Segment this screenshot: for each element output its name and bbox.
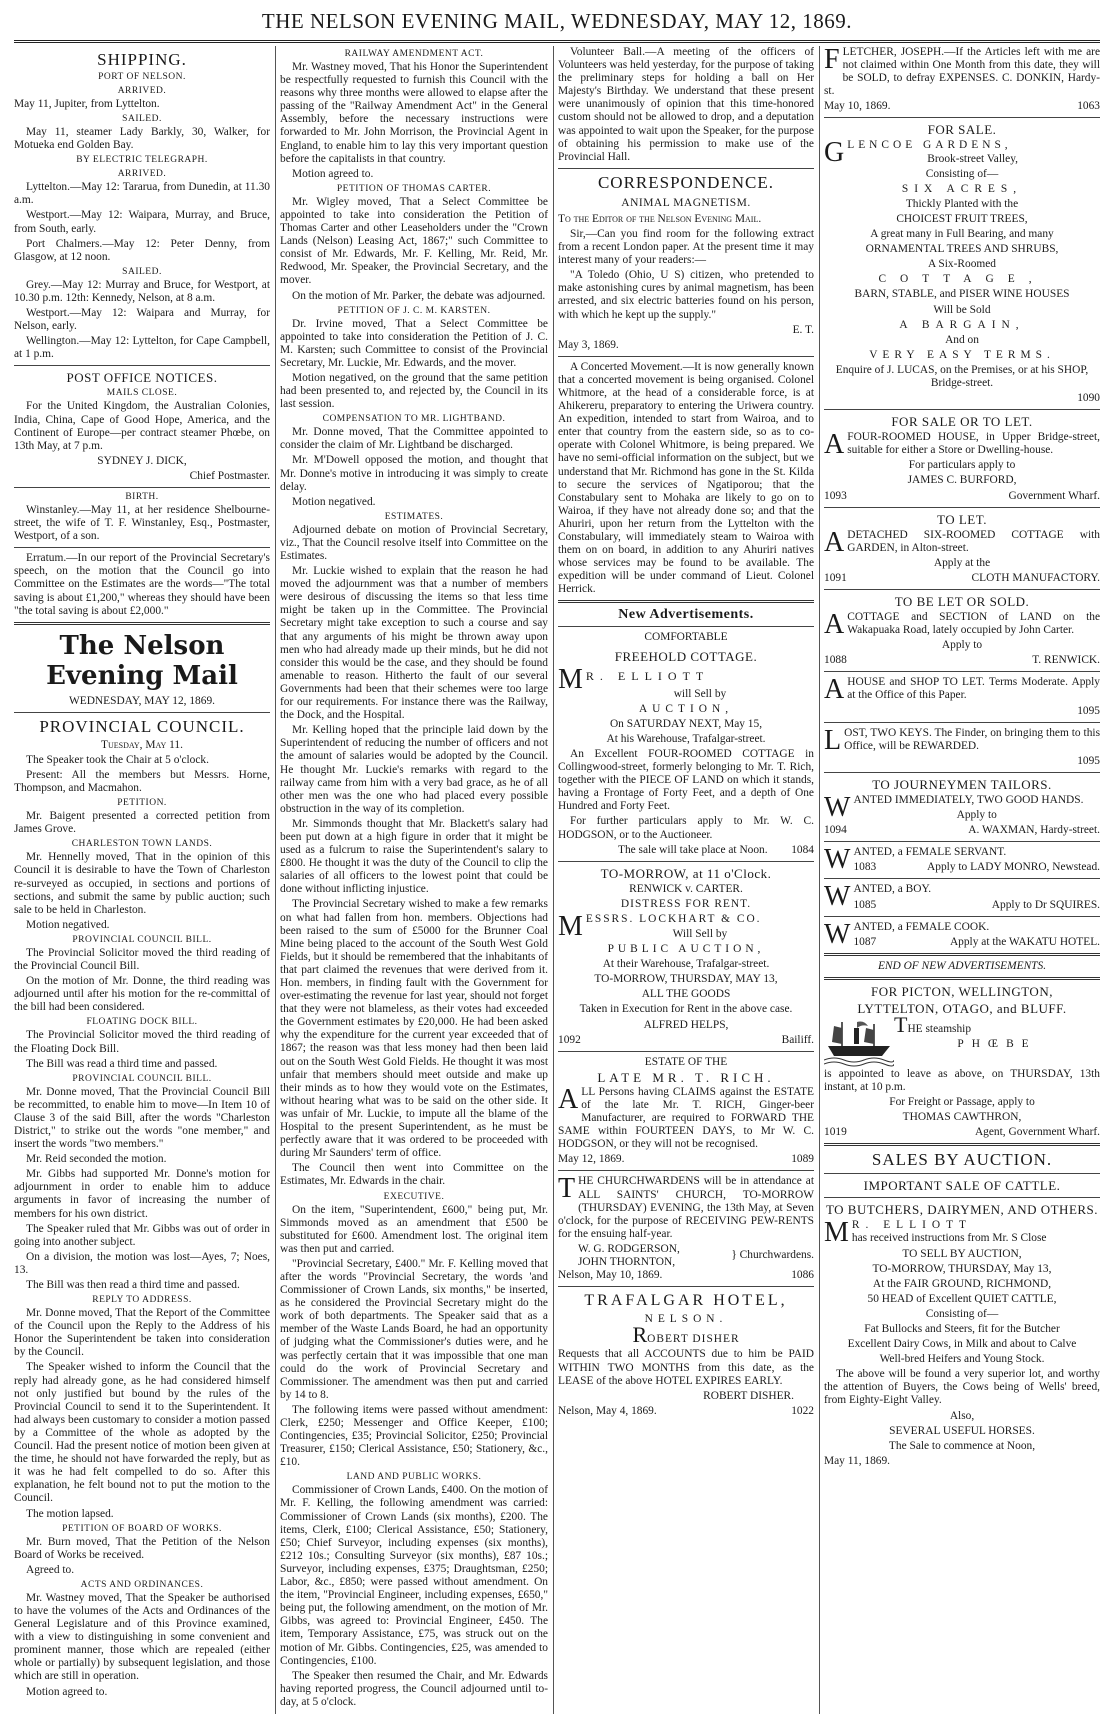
advert-line: AUCTION, bbox=[638, 702, 734, 715]
paragraph: Mr. Baigent presented a corrected petition from James Grove. bbox=[14, 810, 270, 836]
paragraph: Mr. Donne moved, That the Committee appointed to consider the claim of Mr. Lightband be discharged. bbox=[280, 426, 548, 452]
paragraph: Mr. M'Dowell opposed the motion, and thought that Mr. Donne's motive in introducing it was simply to create delay. bbox=[280, 454, 548, 493]
paragraph: "Provincial Secretary, £400." Mr. F. Kelling moved that after the words "Provincial Secretary, the words 'and Commissioner of Crown Lands, six months," be inserted, as he considered the Provincial Secretary might do the work of both departments. The Speaker said that as a member of the Waste Lands Board, he had an opportunity of judging what the Commissioner's duties were, and he was perfectly certain that it was impossible that one man could do the work of Provincial Secretary and Commissioner. The amendment was then put and carried by 14 to 8. bbox=[280, 1257, 548, 1401]
advert-date: Nelson, May 4, 1869. bbox=[558, 1404, 657, 1417]
divider bbox=[558, 356, 814, 357]
advert-name: R. ELLIOTT bbox=[585, 668, 710, 683]
drop-cap: M bbox=[558, 663, 583, 695]
divider bbox=[558, 600, 814, 603]
advert-number: 1086 bbox=[791, 1269, 814, 1282]
divider bbox=[824, 507, 1100, 508]
advert-title: TO JOURNEYMEN TAILORS. bbox=[872, 776, 1052, 792]
subheading: CHARLESTON TOWN LANDS. bbox=[71, 839, 213, 850]
paragraph: Mr. Kelling hoped that the principle laid down by the Superintendent of reducing the number of officers and not the amount of salaries would be adopted by the Council. He thought Mr. Luckie's remarks with regard to the railway came from him with a very bad grace, as he of all other men was the one who had placed every possible obstruction in the way of its completion. bbox=[280, 724, 548, 815]
subheading: PETITION OF J. C. M. KARSTEN. bbox=[337, 305, 491, 316]
post-title: POST OFFICE NOTICES. bbox=[66, 370, 218, 386]
end-of-adverts: END OF NEW ADVERTISEMENTS. bbox=[877, 959, 1047, 972]
advert-date: Nelson, May 10, 1869. bbox=[558, 1269, 663, 1282]
paragraph: Mr. Donne moved, That the Report of the Committee of the Council upon the Reply to the Address of his Honor the Superintendent be taken into consideration by the Council. bbox=[14, 1307, 270, 1359]
advert-role: Bailiff. bbox=[781, 1033, 814, 1046]
letter-date: May 3, 1869. bbox=[558, 338, 619, 351]
advert-heading: TRAFALGAR HOTEL, bbox=[584, 1292, 788, 1310]
column-divider bbox=[275, 46, 276, 1714]
drop-cap: L bbox=[824, 724, 842, 756]
advert-text: Requests that all ACCOUNTS due to him be PAID WITHIN TWO MONTHS from this date, as the LEASE of the above HOTEL EXPIRES EARLY. bbox=[558, 1348, 814, 1387]
paragraph: Mr. Burn moved, That the Petition of the Nelson Board of Works be received. bbox=[14, 1535, 270, 1561]
advert-heading: LATE MR. T. RICH. bbox=[597, 1069, 775, 1085]
paragraph: Agreed to. bbox=[26, 1563, 75, 1576]
drop-cap: W bbox=[824, 881, 851, 913]
advert-line: A Six-Roomed bbox=[927, 258, 997, 271]
advert-line: Thickly Planted with the bbox=[905, 197, 1019, 210]
advert-text: FOUR-ROOMED HOUSE, in Upper Bridge-street, suitable for either a Store or Dwelling-house. bbox=[847, 431, 1100, 457]
advert-role: Government Wharf. bbox=[1008, 489, 1100, 502]
advert-distress bbox=[558, 866, 814, 1047]
subheading: ACTS AND ORDINANCES. bbox=[80, 1579, 204, 1590]
advert-line: PHŒBE bbox=[957, 1037, 1037, 1050]
advert-let-or-sold bbox=[824, 594, 1100, 667]
drop-cap: A bbox=[824, 526, 845, 558]
advert-line: A BARGAIN, bbox=[899, 318, 1025, 331]
telegraph-item: Westport.—May 12: Waipara, Murray, and Bruce, from South, early. bbox=[14, 209, 270, 235]
divider bbox=[824, 772, 1100, 773]
advert-heading: TO BUTCHERS, DAIRYMEN, AND OTHERS. bbox=[825, 1202, 1099, 1218]
subheading: FLOATING DOCK BILL. bbox=[86, 1017, 198, 1028]
subheading: PETITION OF BOARD OF WORKS. bbox=[62, 1523, 222, 1534]
advert-number: 1085 bbox=[853, 898, 877, 911]
advert-line: Apply at the bbox=[933, 556, 991, 569]
drop-cap: A bbox=[824, 674, 845, 706]
paragraph: Mr. Luckie wished to explain that the reason he had moved the adjournment was that a number of members were desirous of discussing the items so that less time might be taken up in the Committee. The Provincial Secretary might take exception to such a course and say that any arguments of his might be thrown away upon men who had already made up their minds, but he did not consider this would be the case, and they should be found amenable to reason. Hitherto the fault of our several Governments had been that their schemes were too large for our requirements. For instance there was the Railway, the Dock, and the Hospital. bbox=[280, 565, 548, 722]
correspondence-title: CORRESPONDENCE. bbox=[597, 172, 775, 192]
sailed-text: May 11, steamer Lady Barkly, 30, Walker, for Motueka end Golden Bay. bbox=[14, 126, 270, 152]
drop-cap: M bbox=[558, 910, 583, 942]
paragraph: On the motion of Mr. Donne, the third reading was adjourned until after his motion for the re-committal of the bill had been considered. bbox=[14, 975, 270, 1014]
masthead-rule bbox=[14, 40, 1100, 43]
advert-line: Enquire of J. LUCAS, on the Premises, or at his SHOP, Bridge-street. bbox=[835, 363, 1089, 389]
post-signature: SYDNEY J. DICK, bbox=[97, 454, 187, 467]
advert-line: PUBLIC AUCTION, bbox=[607, 943, 765, 956]
advert-line: TO SELL BY AUCTION, bbox=[902, 1247, 1022, 1260]
divider bbox=[824, 953, 1100, 956]
council-date: Tuesday, May 11. bbox=[101, 738, 183, 751]
advert-number: 1084 bbox=[791, 843, 814, 856]
paragraph: The Speaker took the Chair at 5 o'clock. bbox=[26, 753, 209, 766]
advert-heading: ESTATE OF THE bbox=[644, 1055, 728, 1068]
volunteer-ball-text: Volunteer Ball.—A meeting of the officers of Volunteers was held yesterday, for the purpose of taking the preliminary steps for holding a ball on Her Majesty's Birthday. We understand that these present were unanimously of opinion that this time-honored custom should not be allowed to drop, and a deputation was appointed to wait upon the Speaker, for the purpose of obtaining his permission to make use of the Provincial Hall. bbox=[558, 46, 814, 163]
advert-text: LL Persons having CLAIMS against the ESTATE of the late Mr. T. RICH, Ginger-beer Manufacturer, are required to FORWARD THE SAME within FOURTEEN DAYS, to Mr W. C. HODGSON, or they will not be recognised. bbox=[558, 1085, 814, 1151]
advert-number: 1095 bbox=[1077, 704, 1100, 717]
paragraph: On the motion of Mr. Parker, the debate was adjourned. bbox=[292, 289, 546, 302]
advert-signature: JOHN THORNTON, bbox=[578, 1256, 676, 1269]
sailed-heading: SAILED. bbox=[122, 114, 162, 125]
paragraph: The Speaker then resumed the Chair, and Mr. Edwards having reported progress, the Council adjourned until to-day, at 5 o'clock. bbox=[280, 1669, 548, 1708]
advert-line: BARN, STABLE, and PISER WINE HOUSES bbox=[854, 288, 1070, 301]
advert-number: 1093 bbox=[824, 489, 847, 502]
divider bbox=[558, 626, 814, 627]
paragraph: The Provincial Solicitor moved the third reading of the Floating Dock Bill. bbox=[14, 1029, 270, 1055]
advert-line: For particulars apply to bbox=[908, 459, 1016, 472]
advert-name: R. ELLIOTT bbox=[851, 1219, 973, 1232]
paragraph: Motion agreed to. bbox=[292, 167, 374, 180]
advert-number: 1094 bbox=[824, 824, 847, 837]
advert-line: Apply to bbox=[941, 639, 983, 652]
paragraph: Motion agreed to. bbox=[26, 1685, 108, 1698]
advert-number: 1092 bbox=[558, 1033, 581, 1046]
advert-line: is appointed to leave as above, on THURSDAY, 13th instant, at 10 p.m. bbox=[824, 1067, 1100, 1093]
advert-text: LETCHER, JOSEPH.—If the Articles left with me are not claimed within One Month from this date, they will be SOLD, to defray EXPENSES. bbox=[842, 46, 1100, 85]
advert-heading: FREEHOLD COTTAGE. bbox=[614, 648, 758, 664]
advert-auction bbox=[824, 1150, 1100, 1468]
divider bbox=[824, 1173, 1100, 1174]
advert-signature: A. WAXMAN, Hardy-street. bbox=[968, 824, 1100, 837]
advert-title: FOR SALE OR TO LET. bbox=[891, 414, 1033, 430]
advert-line: Will be Sold bbox=[933, 303, 991, 316]
mails-heading: MAILS CLOSE. bbox=[106, 388, 178, 399]
subheading: PETITION. bbox=[117, 798, 167, 809]
advert-text: ANTED, a FEMALE SERVANT. bbox=[853, 846, 1007, 859]
paragraph: Mr. Reid seconded the motion. bbox=[26, 1153, 167, 1166]
advert-name: OBERT DISHER bbox=[647, 1333, 740, 1346]
paragraph: Mr. Wigley moved, That a Select Committee be appointed to take into consideration the Petition of Thomas Carter and other Leaseholders under the "Crown Lands (Nelson) Leasing Act, 1867;" such Committee to consist of Mr. Edwards, Mr. F. Kelling, Mr. Reid, Mr. Redwood, Mr. Speaker, the Provincial Secretary, and the mover. bbox=[280, 195, 548, 287]
paragraph: The Bill was read a third time and passed. bbox=[26, 1057, 218, 1070]
advert-line: SEVERAL USEFUL HORSES. bbox=[889, 1424, 1035, 1437]
drop-cap: A bbox=[558, 1083, 579, 1115]
advert-line: At his Warehouse, Trafalgar-street. bbox=[606, 732, 766, 745]
divider bbox=[558, 1286, 814, 1287]
birth-text: Winstanley.—May 11, at her residence Shelbourne-street, the wife of T. F. Winstanley, Esq., Postmaster, Westport, of a son. bbox=[14, 503, 270, 543]
advert-line: An Excellent FOUR-ROOMED COTTAGE in Collingwood-street, formerly belonging to Mr. T. Rich, together with the PIECE OF LAND on which it stands, having a Frontage of Forty Feet, and a depth of One Hundred and Forty Feet. bbox=[558, 747, 814, 813]
dateline: WEDNESDAY, MAY 12, 1869. bbox=[69, 694, 215, 707]
concerted-movement-text: A Concerted Movement.—It is now generally known that a concerted movement is being organised. Colonel Whitmore, at the head of a considerable force, is at Ahikereru, preparatory to entering the Uriwera country. An expedition, intended to start from Wairoa, and to enter that country from the eastern side, so as to co-operate with Colonel Whitmore, is being prepared. We have no semi-official information on the subject, but we understand that Mr. Richmond has gone in the St. Kilda to secure the services of Ngatiporou; that the Constabulary sent to Mohaka are likely to go on to Wairoa, if they have not already done so; and that the Ahuriri, upon her return from the Lyttelton with the Constabulary, will immediately steam to Wairoa with them on on board, in addition to any Ahuriri natives whose services may be found to be available. The expedition will be under command of Lieut. Colonel Herrick. bbox=[558, 360, 814, 596]
drop-cap: M bbox=[824, 1217, 849, 1249]
paragraph: Commissioner of Crown Lands, £400. On the motion of Mr. F. Kelling, the following amendment was carried: Commissioner of Crown Lands (six months), £200. The items, Clerk, £100; Clerical Assistance, £50; Stationery, £50; Chief Surveyor, including expenses (six months), £212 10s.; Consulting Surveyor (six months), £87 10s.; Surveyor, including expenses, £375; Draughtsman, £250; Labor, &c., £850; were passed without amendment. On the item, "Provincial Engineer, including expenses, £650," being put, the following amendment, on the motion of Mr. Gibbs, was agreed to: Provincial Engineer, £450. The item, Temporary Assistance, £75, was struck out on the motion of Mr. Gibbs. Contingencies, £25, was amended to Contingencies, £100. bbox=[280, 1484, 548, 1667]
divider bbox=[558, 861, 814, 862]
paragraph: Motion negatived, on the ground that the same petition had been presented to, and rejected by, the Council in its last session. bbox=[280, 371, 548, 411]
sailed-heading-2: SAILED. bbox=[122, 266, 162, 277]
advert-text: ANTED, a FEMALE COOK. bbox=[853, 920, 990, 933]
post-role: Chief Postmaster. bbox=[189, 469, 270, 482]
advert-number: 1019 bbox=[824, 1126, 847, 1139]
advert-house-shop bbox=[824, 676, 1100, 717]
advert-heading: IMPORTANT SALE OF CATTLE. bbox=[863, 1178, 1061, 1194]
divider bbox=[824, 977, 1100, 980]
paragraph: Sir,—Can you find room for the following extract from a recent London paper. At the present time it may interest many of your readers:— bbox=[558, 227, 814, 267]
subheading: COMPENSATION TO MR. LIGHTBAND. bbox=[322, 414, 506, 425]
advert-title: TO LET. bbox=[937, 511, 987, 527]
advert-signature: ALFRED HELPS, bbox=[643, 1018, 729, 1031]
advert-for-sale bbox=[824, 122, 1100, 405]
advert-heading: TO-MORROW, at 11 o'Clock. bbox=[600, 865, 772, 881]
divider bbox=[824, 671, 1100, 672]
advert-signature: Apply at the WAKATU HOTEL. bbox=[949, 935, 1100, 948]
advert-heading: DISTRESS FOR RENT. bbox=[620, 897, 752, 910]
divider bbox=[824, 841, 1100, 842]
advert-line: COTTAGE, bbox=[878, 273, 1046, 286]
advert-line: TO-MORROW, THURSDAY, May 13, bbox=[872, 1262, 1052, 1275]
advert-tailors bbox=[824, 777, 1100, 837]
advert-line: ORNAMENTAL TREES AND SHRUBS, bbox=[865, 243, 1059, 256]
post-text: For the United Kingdom, the Australian Colonies, India, China, Cape of Good Hope, America, and the Continent of Europe—per contract steamer Phœbe, on 13th May, at 7 p.m. bbox=[14, 400, 270, 452]
advert-heading: FOR PICTON, WELLINGTON, bbox=[871, 983, 1053, 999]
advert-heading: NELSON. bbox=[644, 1313, 728, 1326]
paragraph: Mr. Wastney moved, That the Speaker be authorised to have the volumes of the Acts and Ordinances of the General Legislature and of this Province examined, with a view to distinguishing in some convenient and prominent manner, those which are repealed (either whole or partially) by subsequent legislation, and those which are still in operation. bbox=[14, 1591, 270, 1683]
drop-cap: W bbox=[824, 918, 851, 950]
advert-date: May 12, 1869. bbox=[558, 1153, 625, 1166]
advert-line: Brook-street Valley, bbox=[927, 152, 1019, 165]
divider bbox=[14, 712, 270, 713]
advert-churchwardens: THE CHURCHWARDENS will be in attendance at ALL SAINTS' CHURCH, TO-MORROW (THURSDAY) EVENING, the 13th May, at Seven o'clock, for the purpose of RECEIVING PEW-RENTS for the ensuing half-year. W. G. RODGERSON, JOHN THORNTON, } Churchwardens. Nelson, May 10, 1869. 1086 bbox=[558, 1173, 814, 1282]
erratum-text: Erratum.—In our report of the Provincial Secretary's speech, on the motion that the Council go into Committee on the Estimates are the words—"The total saving is about £1,200," whereas they should have been "the total saving is about £2,000." bbox=[14, 552, 270, 617]
advert-lost-keys bbox=[824, 724, 1100, 768]
paragraph: Mr. Simmonds thought that Mr. Blackett's salary had been put down at a high figure in order that it might be used as a fulcrum to raise the Superintendent's salary to £800. He thought it was the duty of the Council to clip the salaries of all officers to the lowest point that could be done without inflicting injustice. bbox=[280, 817, 548, 896]
subheading: RAILWAY AMENDMENT ACT. bbox=[344, 49, 484, 59]
drop-cap: W bbox=[824, 844, 851, 876]
paragraph: Present: All the members but Messrs. Horne, Thompson, and Macmahon. bbox=[14, 769, 270, 795]
paragraph: The motion lapsed. bbox=[26, 1507, 114, 1520]
advert-line: Fat Bullocks and Steers, fit for the Butcher bbox=[864, 1323, 1060, 1335]
divider bbox=[824, 878, 1100, 879]
arrived-heading: ARRIVED. bbox=[117, 86, 167, 96]
column-3 bbox=[558, 46, 814, 1714]
advert-text: ANTED IMMEDIATELY, TWO GOOD HANDS. bbox=[853, 793, 1084, 806]
advert-signature: T. RENWICK. bbox=[1032, 654, 1100, 667]
advert-signature: Apply to LADY MONRO, Newstead. bbox=[927, 861, 1100, 874]
advert-hotel bbox=[558, 1291, 814, 1418]
advert-line: Apply to bbox=[956, 809, 997, 822]
advert-line: 50 HEAD of Excellent QUIET CATTLE, bbox=[867, 1292, 1057, 1305]
divider bbox=[824, 916, 1100, 917]
paragraph: Motion negatived. bbox=[292, 495, 376, 508]
advert-signature: W. G. RODGERSON, bbox=[578, 1242, 680, 1255]
advert-number: 1090 bbox=[1077, 392, 1100, 405]
advert-line: SIX ACRES, bbox=[901, 182, 1023, 195]
divider bbox=[824, 117, 1100, 118]
advert-date: May 10, 1869. bbox=[824, 100, 891, 113]
paragraph: "A Toledo (Ohio, U S) citizen, who pretended to make astonishing cures by animal magnetism, has been arrested, and six electric batteries found on his person, with which he kept up the supply." bbox=[558, 269, 814, 321]
advert-name: LENCOE GARDENS, bbox=[847, 139, 1012, 152]
divider bbox=[824, 722, 1100, 723]
shipping-title: SHIPPING. bbox=[97, 50, 187, 69]
advert-number: 1083 bbox=[853, 861, 877, 874]
paragraph: Mr. Hennelly moved, That in the opinion of this Council it is desirable to have the Town of Charleston re-surveyed as occupied, in sections and portions of sections, and submit the same by public auction; such sale to be held in Charleston. bbox=[14, 851, 270, 916]
paragraph: Mr. Donne moved, That the Provincial Council Bill be recommitted, to enable him to move—In Item 10 of Clause 3 of the said Bill, after the words "Charleston District," to strike out the words "one member," and insert the words "two members." bbox=[14, 1085, 270, 1151]
letter-title: ANIMAL MAGNETISM. bbox=[621, 196, 751, 209]
column-divider bbox=[553, 46, 554, 1714]
advert-line: ALL THE GOODS bbox=[641, 988, 731, 1001]
steamship-icon bbox=[824, 1018, 894, 1068]
advert-line: Will Sell by bbox=[672, 927, 728, 940]
advert-number: 1091 bbox=[824, 571, 847, 584]
subheading: PROVINCIAL COUNCIL BILL. bbox=[72, 934, 212, 945]
paragraph: The Bill was then read a third time and passed. bbox=[26, 1279, 240, 1291]
advert-title: FOR SALE. bbox=[927, 122, 997, 138]
telegraph-item: Grey.—May 12: Murray and Bruce, for Westport, at 10.30 p.m. 12th: Kennedy, Nelson, at 8 a.m. bbox=[14, 278, 270, 304]
advert-heading: RENWICK v. CARTER. bbox=[629, 882, 743, 895]
paragraph: Mr. Gibbs had supported Mr. Donne's motion for adjournment in order to enable him to adduce arguments in favor of increasing the number of members for his own district. bbox=[14, 1168, 270, 1220]
paragraph: Motion negatived. bbox=[26, 918, 110, 931]
advert-text: ANTED, a BOY. bbox=[853, 883, 932, 896]
paragraph: The Provincial Solicitor moved the third reading of the Provincial Council Bill. bbox=[14, 946, 270, 973]
advert-title: TO BE LET OR SOLD. bbox=[894, 594, 1030, 609]
advert-estate bbox=[558, 1056, 814, 1167]
paragraph: The Speaker wished to inform the Council that the reply had already gone, as he had considered himself not only justified but bound by the rules of the Provincial Council to send it to the Superintendent. It had always been customary to consider a motion passed by a Committee of the whole as adopted by the Council. Had the present notice of motion been given at the time, he should not have forwarded the reply, but as it was he had felt compelled to do so. After this explanation, he felt bound not to put the motion to the Council. bbox=[14, 1361, 270, 1505]
advert-role: Churchwardens. bbox=[739, 1249, 814, 1262]
advert-line: will Sell by bbox=[673, 687, 727, 700]
advert-picton bbox=[824, 984, 1100, 1139]
column-4 bbox=[824, 46, 1100, 1714]
advert-line: The above will be found a very superior lot, and worthy the attention of Buyers, the Cows being of Wells' breed, from Eighty-Eight Valley. bbox=[824, 1368, 1100, 1407]
subheading: ESTIMATES. bbox=[384, 511, 444, 522]
telegraph-item: Wellington.—May 12: Lyttelton, for Cape Campbell, at 1 p.m. bbox=[14, 335, 270, 361]
masthead: THE NELSON EVENING MAIL, WEDNESDAY, MAY 12, 1869. bbox=[261, 9, 853, 33]
advert-cook bbox=[824, 918, 1100, 950]
telegraph-heading: BY ELECTRIC TELEGRAPH. bbox=[76, 155, 208, 166]
advert-number: 1022 bbox=[791, 1404, 814, 1417]
paragraph: Dr. Irvine moved, That a Select Committee be appointed to take into consideration the Petition of J. C. M. Karsten; such Committee to consist of the Provincial Secretary, Mr. Luckie, Mr. Edwards, and the mover. bbox=[280, 317, 548, 369]
new-advertisements-title: New Advertisements. bbox=[618, 607, 754, 623]
divider bbox=[558, 1170, 814, 1171]
auction-title: SALES BY AUCTION. bbox=[871, 1150, 1053, 1170]
advert-text: OST, TWO KEYS. The Finder, on bringing them to this Office, will be REWARDED. bbox=[844, 726, 1100, 752]
advert-role: Agent, Government Wharf. bbox=[974, 1126, 1100, 1139]
paragraph: The Council then went into Committee on the Estimates, Mr. Edwards in the chair. bbox=[280, 1162, 548, 1188]
letter-to: To the Editor of the Nelson Evening Mail. bbox=[558, 212, 762, 225]
divider bbox=[824, 409, 1100, 410]
telegraph-item: Westport.—May 12: Waipara and Murray, for Nelson, early. bbox=[14, 307, 270, 333]
divider bbox=[14, 547, 270, 548]
council-title: PROVINCIAL COUNCIL. bbox=[39, 716, 245, 736]
drop-cap: G bbox=[824, 137, 845, 169]
advert-line: TO-MORROW, THURSDAY, MAY 13, bbox=[594, 973, 778, 986]
arrived-heading-2: ARRIVED. bbox=[117, 169, 167, 180]
advert-signature: JAMES C. BURFORD, bbox=[907, 474, 1017, 487]
advert-servant bbox=[824, 846, 1100, 874]
subheading: PETITION OF THOMAS CARTER. bbox=[336, 183, 492, 194]
drop-cap: T bbox=[894, 1011, 908, 1037]
arrived-text: May 11, Jupiter, from Lyttelton. bbox=[14, 98, 160, 110]
advert-line: Well-bred Heifers and Young Stock. bbox=[879, 1353, 1045, 1366]
subheading: PROVINCIAL COUNCIL BILL. bbox=[72, 1073, 212, 1084]
paragraph: The following items were passed without amendment: Clerk, £250; Messenger and Office Keeper, £100; Contingencies, £35; Provincial Solicitor, £250; Provincial Treasurer, £150; Clerical Assistance, £50; Stationery, &c., £10. bbox=[280, 1403, 548, 1469]
birth-heading: BIRTH. bbox=[125, 491, 159, 502]
advert-line: A great many in Full Bearing, and many bbox=[870, 228, 1054, 241]
divider bbox=[824, 1143, 1100, 1146]
advert-signature: C. DONKIN, Hardy-st. bbox=[824, 72, 1100, 98]
advert-number: 1089 bbox=[791, 1153, 814, 1166]
advert-text: COTTAGE and SECTION of LAND on the Wakapuaka Road, lately occupied by John Carter. bbox=[847, 611, 1100, 637]
advert-line: Consisting of— bbox=[925, 1307, 999, 1320]
advert-fletcher bbox=[824, 46, 1100, 113]
paragraph: Adjourned debate on motion of Provincial Secretary, viz., That the Council resolve itself into Committee on the Estimates. bbox=[280, 523, 548, 562]
advert-line: Also, bbox=[949, 1409, 975, 1422]
column-1 bbox=[14, 46, 270, 1714]
divider bbox=[14, 487, 270, 488]
divider bbox=[14, 622, 270, 625]
divider bbox=[824, 589, 1100, 590]
advert-name: ESSRS. LOCKHART & CO. bbox=[585, 912, 762, 925]
advert-signature: ROBERT DISHER. bbox=[703, 1389, 794, 1402]
advert-heading: LYTTELTON, OTAGO, and BLUFF. bbox=[857, 1000, 1067, 1016]
advert-line: And on bbox=[945, 333, 979, 346]
advert-text: HE CHURCHWARDENS will be in attendance at ALL SAINTS' CHURCH, TO-MORROW (THURSDAY) EVENING, the 13th May, at Seven o'clock, for the purpose of RECEIVING PEW-RENTS for the ensuing half-year. bbox=[558, 1175, 814, 1240]
column-2 bbox=[280, 46, 548, 1714]
advert-cottage bbox=[558, 631, 814, 856]
advert-line: For Freight or Passage, apply to bbox=[889, 1096, 1035, 1109]
drop-cap: T bbox=[558, 1173, 576, 1205]
divider bbox=[14, 365, 270, 366]
advert-signature: THOMAS CAWTHRON, bbox=[902, 1111, 1022, 1124]
telegraph-item: Port Chalmers.—May 12: Peter Denny, from Glasgow, at 12 noon. bbox=[14, 237, 270, 263]
advert-line: Consisting of— bbox=[925, 167, 999, 180]
advert-line: The Sale to commence at Noon, bbox=[888, 1439, 1036, 1452]
telegraph-item: Lyttelton.—May 12: Tararua, from Dunedin, at 11.30 a.m. bbox=[14, 181, 270, 207]
advert-date: May 11, 1869. bbox=[824, 1454, 891, 1467]
subheading: LAND AND PUBLIC WORKS. bbox=[346, 1472, 482, 1483]
advert-number: 1063 bbox=[1077, 100, 1100, 113]
drop-cap: R bbox=[632, 1322, 648, 1348]
subheading: REPLY TO ADDRESS. bbox=[92, 1295, 192, 1306]
drop-cap: A bbox=[824, 609, 845, 640]
advert-number: 1087 bbox=[853, 935, 877, 948]
divider bbox=[824, 1197, 1100, 1198]
advert-line: Taken in Execution for Rent in the above case. bbox=[579, 1003, 793, 1016]
advert-line: HE steamship bbox=[907, 1022, 972, 1035]
advert-line: For further particulars apply to Mr. W. C. HODGSON, or to the Auctioneer. bbox=[558, 815, 814, 841]
advert-line: has received instructions from Mr. S Close bbox=[851, 1232, 1047, 1245]
advert-number: 1088 bbox=[824, 654, 847, 667]
advert-line: At their Warehouse, Trafalgar-street. bbox=[602, 958, 770, 971]
advert-text: HOUSE and SHOP TO LET. Terms Moderate. Apply at the Office of this Paper. bbox=[847, 676, 1100, 702]
advert-sale-or-let bbox=[824, 414, 1100, 502]
port-heading: PORT OF NELSON. bbox=[98, 72, 186, 82]
drop-cap: F bbox=[824, 46, 840, 75]
letter-signature: E. T. bbox=[792, 323, 814, 336]
advert-line: Excellent Dairy Cows, in Milk and about to Calve bbox=[847, 1338, 1077, 1351]
paragraph: The Speaker ruled that Mr. Gibbs was out of order in going into another subject. bbox=[14, 1222, 270, 1248]
advert-signature: CLOTH MANUFACTORY. bbox=[971, 571, 1100, 584]
drop-cap: A bbox=[824, 429, 845, 461]
advert-to-let bbox=[824, 512, 1100, 585]
paragraph: On a division, the motion was lost—Ayes, 7; Noes, 13. bbox=[14, 1250, 270, 1276]
advert-boy bbox=[824, 883, 1100, 911]
drop-cap: W bbox=[824, 791, 851, 823]
nameplate: The Nelson Evening Mail bbox=[46, 630, 238, 691]
advert-signature: Apply to Dr SQUIRES. bbox=[991, 898, 1100, 911]
advert-line: On SATURDAY NEXT, May 15, bbox=[609, 717, 763, 730]
advert-number: 1095 bbox=[1077, 754, 1100, 767]
divider bbox=[558, 1051, 814, 1052]
advert-text: DETACHED SIX-ROOMED COTTAGE with GARDEN, in Alton-street. bbox=[847, 528, 1100, 554]
advert-line: At the FAIR GROUND, RICHMOND, bbox=[872, 1277, 1052, 1290]
column-divider bbox=[819, 46, 820, 1714]
divider bbox=[558, 168, 814, 169]
paragraph: On the item, "Superintendent, £600," being put, Mr. Simmonds moved as an amendment that £500 be substituted for £600. Amendment lost. The original item was then put and carried. bbox=[280, 1203, 548, 1255]
advert-line: The sale will take place at Noon. bbox=[618, 843, 768, 856]
subheading: EXECUTIVE. bbox=[383, 1191, 445, 1202]
advert-heading: COMFORTABLE bbox=[644, 631, 728, 644]
paragraph: The Provincial Secretary wished to make a few remarks on what had fallen from hon. members. Objections had been raised to the sum of £5000 for the Brunner Coal Mine being placed to the account of the South West Gold Fields, but it should be remembered that the inhabitants of that part claimed the revenues that were derived from it. Hon. members, in finding fault with the Government for over-estimating the revenue for last year, should not forget that they were not blameless, as their votes had exceeded the Government estimates by £20,000. He had been asked why the expenditure for the current year exceeded that of 1867; the reason was that less money had then been laid out on the South West Gold Fields. He thought it was most unfair that members should meet outside and make up their minds as to how they would vote on the Estimates, without hearing what was to be said on the other side. It was unfair of Mr. Luckie, to impute all the blame of the Hospital to the present Superintendent, as he must be perfectly aware that it was ordered to be proceeded with during Mr Saunders' term of office. bbox=[280, 898, 548, 1160]
advert-line: VERY EASY TERMS. bbox=[869, 348, 1055, 361]
advert-line: CHOICEST FRUIT TREES, bbox=[896, 212, 1028, 225]
paragraph: Mr. Wastney moved, That his Honor the Superintendent be respectfully requested to furnish this Council with the reasons why three months were allowed to elapse after the passing of the "Railway Amendment Act" in the General Assembly, before the necessary instructions were forwarded to Mr. John Morrison, the Provincial Agent in England, to enable him to lay this very important question before the capitalists in that country. bbox=[280, 61, 548, 165]
